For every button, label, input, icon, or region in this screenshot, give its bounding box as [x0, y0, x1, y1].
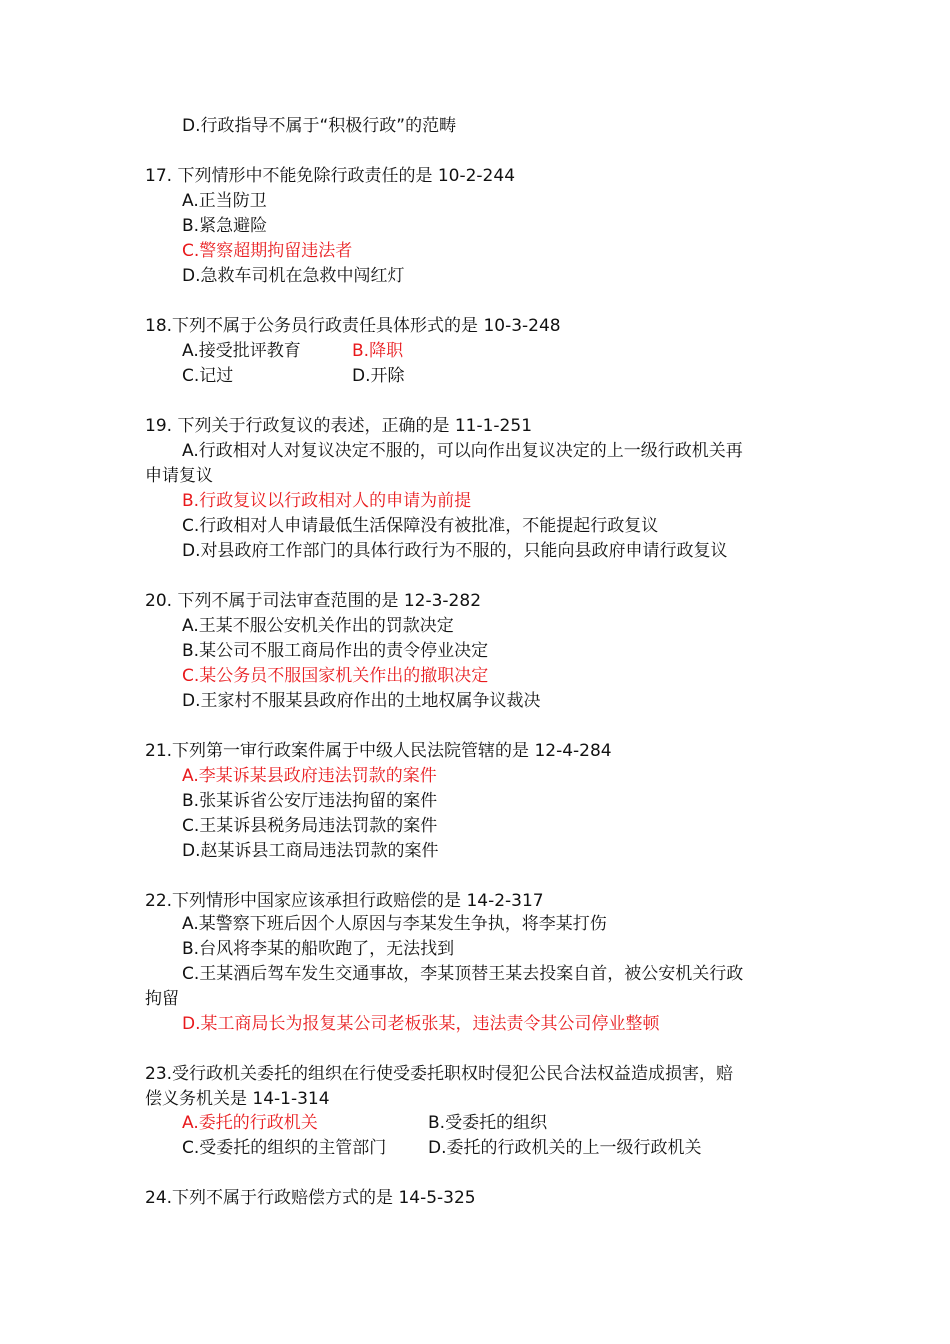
q22-option-d-answer: D.某工商局长为报复某公司老板张某，违法责令其公司停业整顿 [182, 1014, 660, 1034]
q22-option-b: B.台风将李某的船吹跑了，无法找到 [182, 939, 455, 959]
q18-option-a: A.接受批评教育 [182, 341, 301, 361]
q23-option-d: D.委托的行政机关的上一级行政机关 [428, 1138, 702, 1158]
q20-option-d: D.王家村不服某县政府作出的土地权属争议裁决 [182, 691, 541, 711]
q17-option-d: D.急救车司机在急救中闯红灯 [182, 266, 405, 286]
q23-stem-line1: 23.受行政机关委托的组织在行使受委托职权时侵犯公民合法权益造成损害，赔 [145, 1064, 734, 1084]
q20-option-b: B.某公司不服工商局作出的责令停业决定 [182, 641, 489, 661]
q18-option-b-answer: B.降职 [352, 341, 404, 361]
q22-stem: 22.下列情形中国家应该承担行政赔偿的是 14-2-317 [145, 891, 544, 911]
q20-stem: 20. 下列不属于司法审查范围的是 12-3-282 [145, 591, 482, 611]
q18-option-d: D.开除 [352, 366, 405, 386]
q19-option-a-line1: A.行政相对人对复议决定不服的，可以向作出复议决定的上一级行政机关再 [182, 441, 743, 461]
q17-option-b: B.紧急避险 [182, 216, 268, 236]
q17-stem: 17. 下列情形中不能免除行政责任的是 10-2-244 [145, 166, 516, 186]
q23-option-a-answer: A.委托的行政机关 [182, 1113, 318, 1133]
q22-option-c-line1: C.王某酒后驾车发生交通事故，李某顶替王某去投案自首，被公安机关行政 [182, 964, 744, 984]
q18-stem: 18.下列不属于公务员行政责任具体形式的是 10-3-248 [145, 316, 561, 336]
q21-stem: 21.下列第一审行政案件属于中级人民法院管辖的是 12-4-284 [145, 741, 612, 761]
q19-stem: 19. 下列关于行政复议的表述，正确的是 11-1-251 [145, 416, 533, 436]
q21-option-c: C.王某诉县税务局违法罚款的案件 [182, 816, 438, 836]
q23-option-c: C.受委托的组织的主管部门 [182, 1138, 387, 1158]
q22-option-c-line2: 拘留 [145, 989, 179, 1009]
q22-option-a: A.某警察下班后因个人原因与李某发生争执，将李某打伤 [182, 914, 607, 934]
q21-option-d: D.赵某诉县工商局违法罚款的案件 [182, 841, 439, 861]
q21-option-a-answer: A.李某诉某县政府违法罚款的案件 [182, 766, 437, 786]
q16-option-d: D.行政指导不属于“积极行政”的范畴 [182, 116, 457, 136]
q23-stem-line2: 偿义务机关是 14-1-314 [145, 1089, 330, 1109]
q23-option-b: B.受委托的组织 [428, 1113, 548, 1133]
q24-stem: 24.下列不属于行政赔偿方式的是 14-5-325 [145, 1188, 476, 1208]
q19-option-b-answer: B.行政复议以行政相对人的申请为前提 [182, 491, 472, 511]
q21-option-b: B.张某诉省公安厅违法拘留的案件 [182, 791, 438, 811]
q19-option-c: C.行政相对人申请最低生活保障没有被批准，不能提起行政复议 [182, 516, 659, 536]
q19-option-a-line2: 申请复议 [145, 466, 213, 486]
q20-option-a: A.王某不服公安机关作出的罚款决定 [182, 616, 454, 636]
q20-option-c-answer: C.某公务员不服国家机关作出的撤职决定 [182, 666, 489, 686]
q17-option-c-answer: C.警察超期拘留违法者 [182, 241, 353, 261]
q19-option-d: D.对县政府工作部门的具体行政行为不服的，只能向县政府申请行政复议 [182, 541, 728, 561]
q17-option-a: A.正当防卫 [182, 191, 267, 211]
q18-option-c: C.记过 [182, 366, 234, 386]
